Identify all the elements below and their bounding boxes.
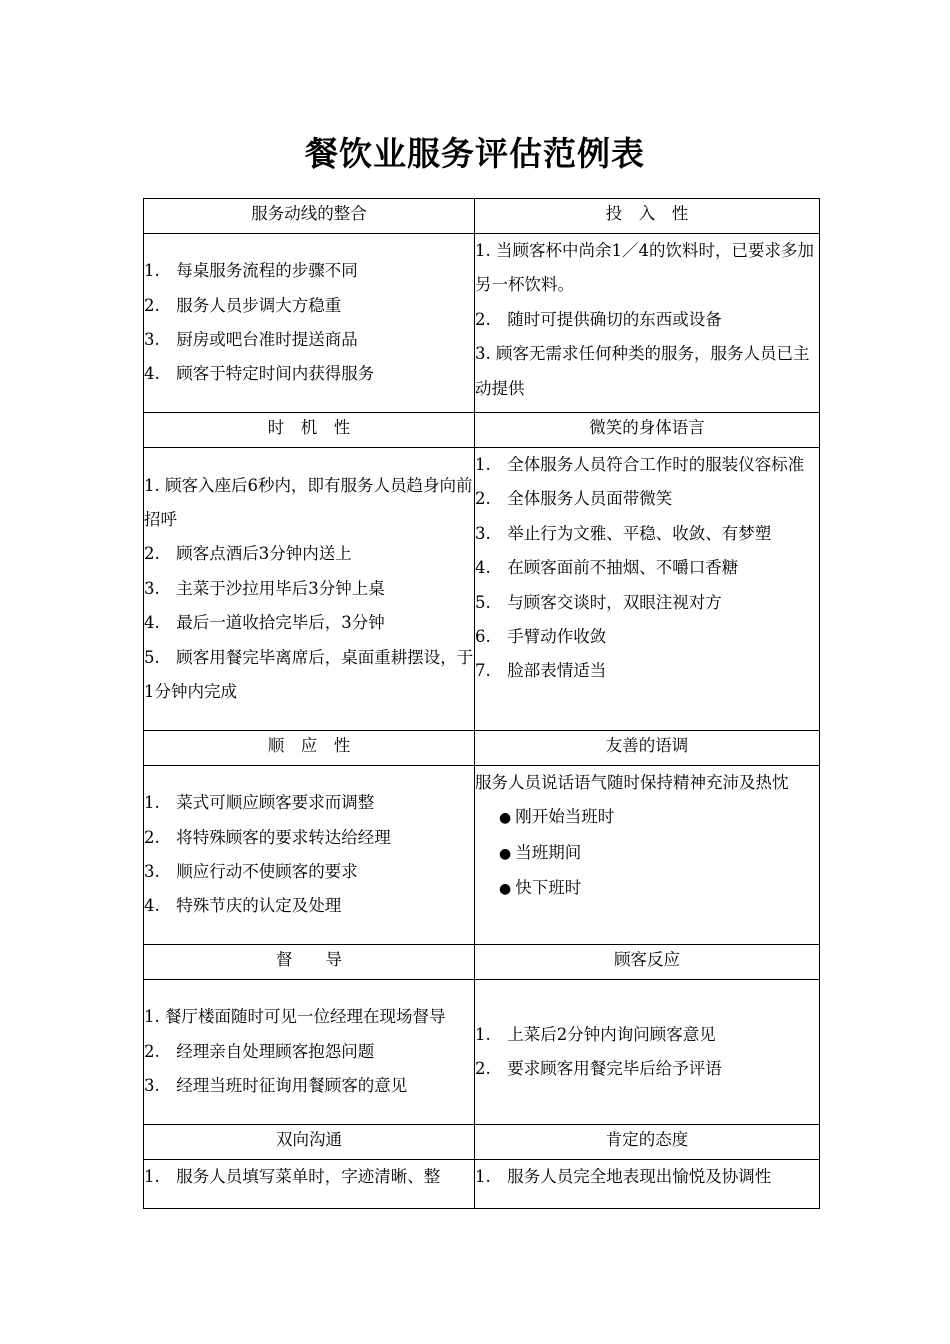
section-header-row xyxy=(144,731,820,766)
list-item: 1. 每桌服务流程的步骤不同 xyxy=(144,261,358,281)
evaluation-table xyxy=(143,198,820,1209)
header-customer-reaction: 顾客反应 xyxy=(475,945,820,980)
header-friendly-tone: 友善的语调 xyxy=(475,731,820,766)
list-item: 1. 菜式可顺应顾客要求而调整 xyxy=(144,793,375,813)
list-item: 3. 主菜于沙拉用毕后3分钟上桌 xyxy=(144,578,385,598)
bullet-dot-icon: ● xyxy=(499,881,512,898)
list-item: 3. 经理当班时征询用餐顾客的意见 xyxy=(144,1076,408,1096)
header-service-flow: 服务动线的整合 xyxy=(144,199,475,234)
cell-service-flow xyxy=(144,234,475,413)
bullet-item: ● 当班期间 xyxy=(499,842,582,862)
list-item: 1. 全体服务人员符合工作时的服装仪容标准 xyxy=(475,455,805,474)
section-body-row xyxy=(144,448,820,731)
header-adaptability: 顺 应 性 xyxy=(144,731,475,766)
section-header-row xyxy=(144,1125,820,1160)
list-item: 4. 特殊节庆的认定及处理 xyxy=(144,896,342,916)
list-item: 1. 餐厅楼面随时可见一位经理在现场督导 xyxy=(144,1007,446,1027)
bullet-item: ● 刚开始当班时 xyxy=(499,807,615,827)
header-timing: 时 机 性 xyxy=(144,413,475,448)
list-item: 2. 全体服务人员面带微笑 xyxy=(475,489,673,509)
list-item: 5. 顾客用餐完毕离席后，桌面重耕摆设，于1分钟内完成 xyxy=(144,647,474,702)
cell-customer-reaction xyxy=(475,980,820,1125)
list-item: 5. 与顾客交谈时，双眼注视对方 xyxy=(475,592,722,612)
bullet-dot-icon: ● xyxy=(499,845,512,862)
section-header-row xyxy=(144,199,820,234)
list-item: 1. 服务人员填写菜单时，字迹清晰、整 xyxy=(144,1167,441,1186)
section-body-row xyxy=(144,766,820,945)
cell-two-way-communication xyxy=(144,1160,475,1209)
list-item: 1. 顾客入座后6秒内，即有服务人员趋身向前招呼 xyxy=(144,475,473,529)
list-item: 3. 顾客无需求任何种类的服务，服务人员已主动提供 xyxy=(475,344,810,398)
cell-adaptability xyxy=(144,766,475,945)
list-item: 4. 最后一道收拾完毕后，3分钟 xyxy=(144,613,385,633)
list-item: 3. 厨房或吧台准时提送商品 xyxy=(144,330,358,349)
cell-friendly-tone xyxy=(475,766,820,945)
list-item: 2. 要求顾客用餐完毕后给予评语 xyxy=(475,1059,722,1078)
list-item: 2. 随时可提供确切的东西或设备 xyxy=(475,309,722,329)
header-supervision: 督 导 xyxy=(144,945,475,980)
section-header-row xyxy=(144,945,820,980)
list-item: 6. 手臂动作收敛 xyxy=(475,627,607,647)
header-two-way-communication: 双向沟通 xyxy=(144,1125,475,1160)
list-item: 3. 顺应行动不使顾客的要求 xyxy=(144,862,358,881)
header-engagement: 投 入 性 xyxy=(475,199,820,234)
list-item: 4. 顾客于特定时间内获得服务 xyxy=(144,364,375,384)
cell-positive-attitude xyxy=(475,1160,820,1209)
page-title: 餐饮业服务评估范例表 xyxy=(305,134,645,173)
bullet-item: ● 快下班时 xyxy=(499,878,582,898)
list-item: 4. 在顾客面前不抽烟、不嚼口香糖 xyxy=(475,558,739,578)
cell-engagement xyxy=(475,234,820,413)
list-item: 服务人员说话语气随时保持精神充沛及热忱 xyxy=(475,773,789,792)
cell-smile-body-language xyxy=(475,448,820,731)
list-item: 2. 顾客点酒后3分钟内送上 xyxy=(144,544,352,564)
cell-timing xyxy=(144,448,475,731)
bullet-dot-icon: ● xyxy=(499,810,512,827)
section-body-row xyxy=(144,980,820,1125)
section-body-row xyxy=(144,1160,820,1209)
header-smile-body-language: 微笑的身体语言 xyxy=(475,413,820,448)
list-item: 1. 当顾客杯中尚余1／4的饮料时，已要求多加另一杯饮料。 xyxy=(475,241,814,295)
list-item: 1. 上菜后2分钟内询问顾客意见 xyxy=(475,1024,716,1044)
header-positive-attitude: 肯定的态度 xyxy=(475,1125,820,1160)
section-body-row xyxy=(144,234,820,413)
cell-supervision xyxy=(144,980,475,1125)
list-item: 2. 经理亲自处理顾客抱怨问题 xyxy=(144,1041,375,1061)
list-item: 2. 服务人员步调大方稳重 xyxy=(144,295,342,315)
list-item: 3. 举止行为文雅、平稳、收敛、有梦塑 xyxy=(475,523,772,543)
list-item: 2. 将特殊顾客的要求转达给经理 xyxy=(144,827,391,847)
section-header-row xyxy=(144,413,820,448)
list-item: 7. 脸部表情适当 xyxy=(475,661,607,681)
list-item: 1. 服务人员完全地表现出愉悦及协调性 xyxy=(475,1167,772,1186)
